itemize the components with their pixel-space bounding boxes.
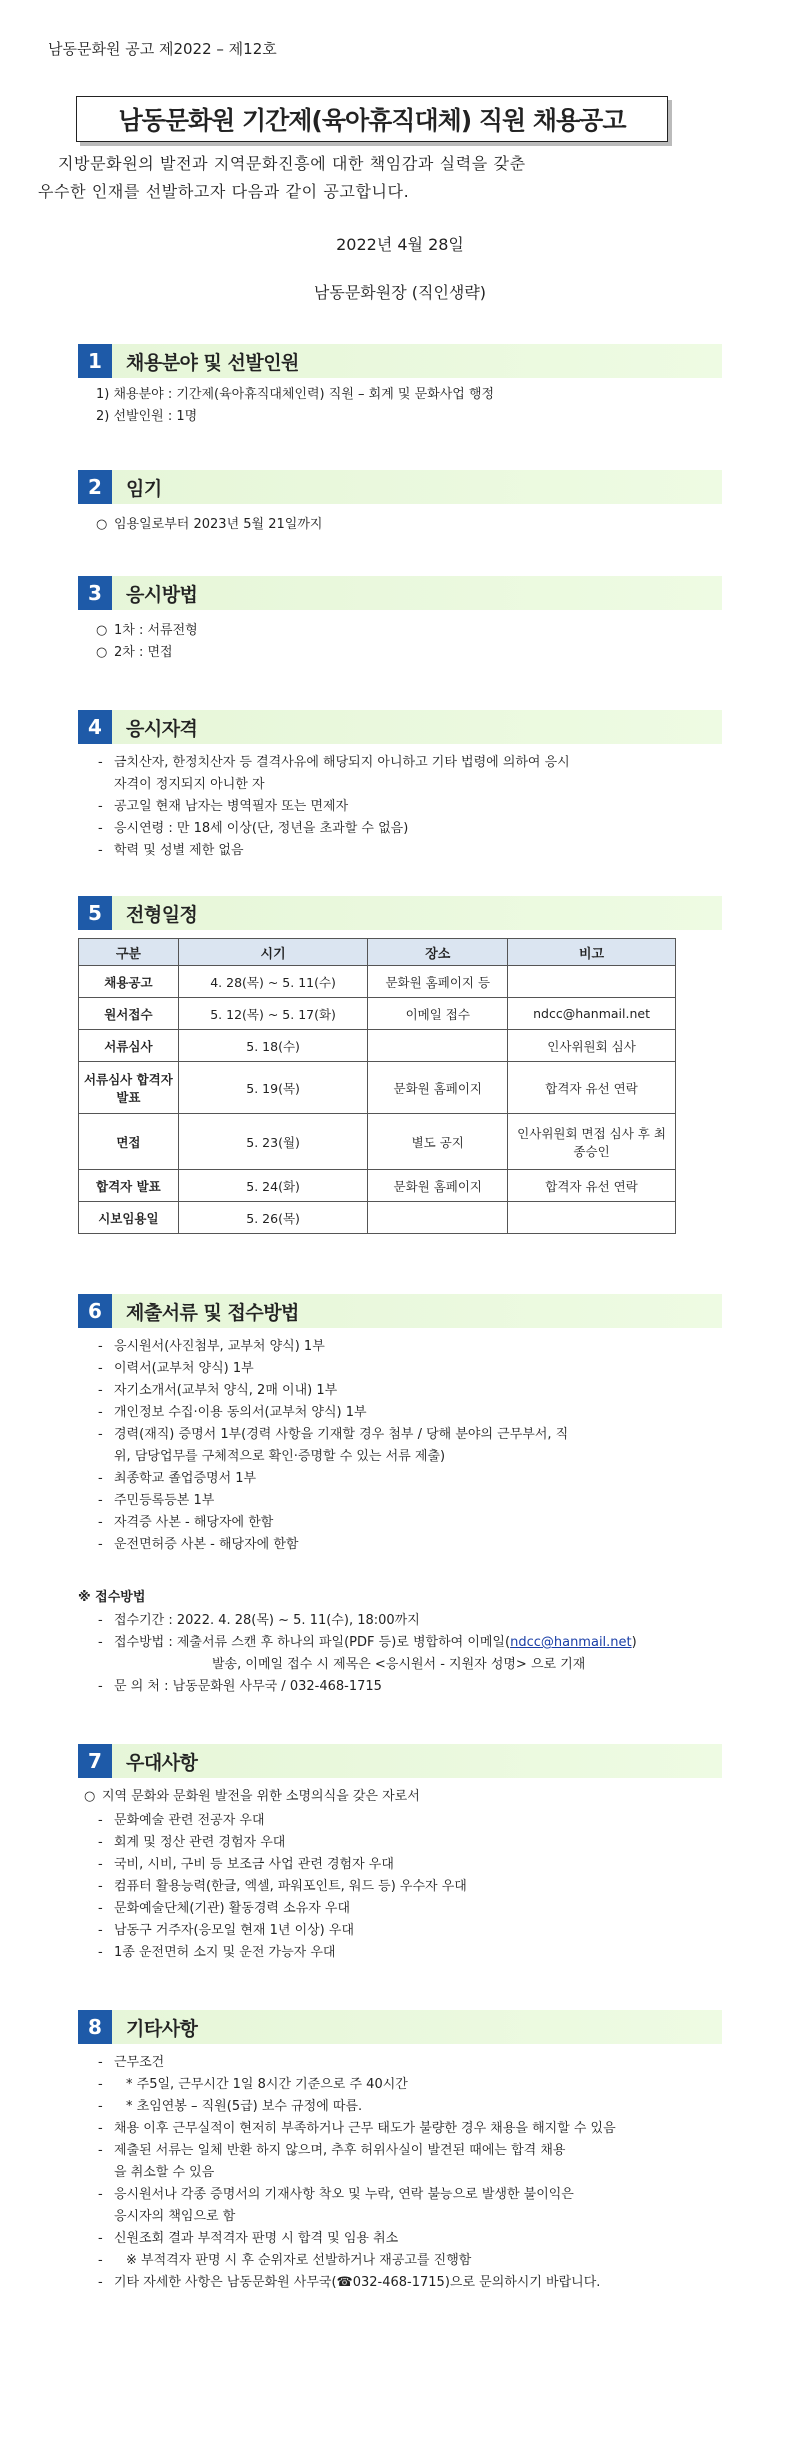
section-title: 기타사항 — [126, 2017, 198, 2040]
table-row — [79, 1170, 676, 1202]
list-item-sub — [96, 2096, 716, 2118]
section-header-7 — [78, 1744, 722, 1778]
list-item: - 기타 자세한 사항은 남동문화원 사무국(☎032-468-1715)으로 문의하시기 바랍니다. — [96, 2272, 716, 2294]
list-item — [96, 1632, 716, 1676]
list-item: - 신원조회 결과 부적격자 판명 시 합격 및 임용 취소 — [96, 2228, 716, 2250]
submission-method-list — [96, 1610, 716, 1698]
table-cell: 별도 공지 — [368, 1114, 508, 1170]
intro-line-2: 우수한 인재를 선발하고자 다음과 같이 공고합니다. — [38, 182, 410, 201]
section-7-list — [96, 1810, 716, 1964]
section-number: 4 — [78, 710, 112, 744]
table-cell: 5. 26(목) — [178, 1202, 368, 1234]
section-title: 임기 — [126, 477, 162, 500]
section-3-list — [96, 620, 716, 664]
method-text: 접수방법 : 제출서류 스캔 후 하나의 파일(PDF 등)로 병합하여 이메일( — [114, 1635, 511, 1650]
table-cell — [368, 1202, 508, 1234]
submission-method-title: ※ 접수방법 — [78, 1590, 146, 1605]
section-header-5 — [78, 896, 722, 930]
list-item: - 회계 및 정산 관련 경험자 우대 — [96, 1832, 716, 1854]
column-header: 구분 — [79, 939, 179, 966]
section-title: 응시자격 — [126, 717, 198, 740]
list-item: - 근무조건 — [96, 2052, 716, 2074]
list-item-text-cont: 자격이 정지되지 아니한 자 — [114, 777, 265, 792]
title-box — [76, 96, 668, 142]
table-cell: 면접 — [79, 1114, 179, 1170]
signer: 남동문화원장 (직인생략) — [313, 283, 487, 302]
table-cell: 문화원 홈페이지 — [368, 1062, 508, 1114]
list-item: - 운전면허증 사본 - 해당자에 한함 — [96, 1534, 716, 1556]
section-number: 2 — [78, 470, 112, 504]
list-item: - 자격증 사본 - 해당자에 한함 — [96, 1512, 716, 1534]
list-item-text-cont: 위, 담당업무를 구체적으로 확인·증명할 수 있는 서류 제출) — [114, 1449, 446, 1464]
list-item — [96, 1424, 716, 1468]
section-number: 7 — [78, 1744, 112, 1778]
section-6-list — [96, 1336, 716, 1556]
section-header-2 — [78, 470, 722, 504]
table-row — [79, 1202, 676, 1234]
table-cell: 인사위원회 심사 — [508, 1030, 676, 1062]
list-item-text: - 경력(재직) 증명서 1부(경력 사항을 기재할 경우 첨부 / 당해 분야의 근무부서, 직 — [114, 1427, 569, 1442]
list-item: - 국비, 시비, 구비 등 보조금 사업 관련 경험자 우대 — [96, 1854, 716, 1876]
list-item-text-cont: 응시자의 책임으로 함 — [114, 2209, 236, 2224]
table-cell: ndcc@hanmail.net — [508, 998, 676, 1030]
table-cell: 5. 12(목) ~ 5. 17(화) — [178, 998, 368, 1030]
table-cell: 5. 24(화) — [178, 1170, 368, 1202]
column-header: 시기 — [178, 939, 368, 966]
section-number: 5 — [78, 896, 112, 930]
list-item: - 접수기간 : 2022. 4. 28(목) ~ 5. 11(수), 18:00까지 — [96, 1610, 716, 1632]
table-header-row — [79, 939, 676, 966]
table-cell: 5. 18(수) — [178, 1030, 368, 1062]
table-cell — [368, 1030, 508, 1062]
section-title: 채용분야 및 선발인원 — [126, 351, 299, 374]
list-item: ○ 지역 문화와 문화원 발전을 위한 소명의식을 갖은 자로서 — [84, 1786, 704, 1808]
list-item — [96, 752, 716, 796]
sub-item-text: * 주5일, 근무시간 1일 8시간 기준으로 주 40시간 — [126, 2077, 408, 2092]
table-row — [79, 1114, 676, 1170]
list-item: ○ 임용일로부터 2023년 5월 21일까지 — [96, 514, 716, 536]
page-title: 남동문화원 기간제(육아휴직대체) 직원 채용공고 — [118, 106, 626, 135]
section-7-lead — [84, 1786, 704, 1808]
section-header-3 — [78, 576, 722, 610]
section-title: 제출서류 및 접수방법 — [126, 1301, 299, 1324]
email-link[interactable]: ndcc@hanmail.net — [510, 1635, 632, 1650]
list-item-text — [114, 1632, 716, 1654]
schedule-table — [78, 938, 676, 1234]
table-cell: 원서접수 — [79, 998, 179, 1030]
list-item: - 문화예술 관련 전공자 우대 — [96, 1810, 716, 1832]
list-item-text-cont: 발송, 이메일 접수 시 제목은 <응시원서 - 지원자 성명> 으로 기재 — [212, 1657, 586, 1672]
section-header-6 — [78, 1294, 722, 1328]
list-item: - 최종학교 졸업증명서 1부 — [96, 1468, 716, 1490]
table-cell: 인사위원회 면접 심사 후 최종승인 — [508, 1114, 676, 1170]
list-item: - 주민등록등본 1부 — [96, 1490, 716, 1512]
list-item-text: - 제출된 서류는 일체 반환 하지 않으며, 추후 허위사실이 발견된 때에는 합격 채용 — [114, 2143, 566, 2158]
list-item: 1) 채용분야 : 기간제(육아휴직대체인력) 직원 – 회계 및 문화사업 행정 — [96, 387, 495, 402]
section-number: 6 — [78, 1294, 112, 1328]
list-item: - 학력 및 성별 제한 없음 — [96, 840, 716, 862]
section-header-8 — [78, 2010, 722, 2044]
section-1-list — [96, 384, 716, 428]
list-item-sub — [96, 2250, 716, 2272]
table-cell: 서류심사 합격자 발표 — [79, 1062, 179, 1114]
list-item: ○ 2차 : 면접 — [96, 642, 716, 664]
list-item-sub — [96, 2074, 716, 2096]
table-cell: 채용공고 — [79, 966, 179, 998]
list-item: - 1종 운전면허 소지 및 운전 가능자 우대 — [96, 1942, 716, 1964]
section-header-1 — [78, 344, 722, 378]
table-cell: 합격자 유선 연락 — [508, 1170, 676, 1202]
list-item: - 컴퓨터 활용능력(한글, 엑셀, 파워포인트, 워드 등) 우수자 우대 — [96, 1876, 716, 1898]
section-8-list — [96, 2052, 716, 2294]
list-item: - 문화예술단체(기관) 활동경력 소유자 우대 — [96, 1898, 716, 1920]
list-item: - 이력서(교부처 양식) 1부 — [96, 1358, 716, 1380]
list-item: - 남동구 거주자(응모일 현재 1년 이상) 우대 — [96, 1920, 716, 1942]
intro-line-1: 지방문화원의 발전과 지역문화진흥에 대한 책임감과 실력을 갖춘 — [58, 154, 526, 173]
table-cell: 합격자 발표 — [79, 1170, 179, 1202]
list-item: - 공고일 현재 남자는 병역필자 또는 면제자 — [96, 796, 716, 818]
column-header: 장소 — [368, 939, 508, 966]
section-number: 3 — [78, 576, 112, 610]
intro-paragraph — [38, 150, 738, 206]
list-item-text-cont: 을 취소할 수 있음 — [114, 2165, 215, 2180]
table-cell: 시보임용일 — [79, 1202, 179, 1234]
table-cell: 이메일 접수 — [368, 998, 508, 1030]
list-item: - 개인정보 수집·이용 동의서(교부처 양식) 1부 — [96, 1402, 716, 1424]
section-number: 8 — [78, 2010, 112, 2044]
table-cell: 문화원 홈페이지 등 — [368, 966, 508, 998]
table-cell: 4. 28(목) ~ 5. 11(수) — [178, 966, 368, 998]
list-item: - 문 의 처 : 남동문화원 사무국 / 032-468-1715 — [96, 1676, 716, 1698]
method-paren: ) — [631, 1635, 637, 1650]
table-cell: 합격자 유선 연락 — [508, 1062, 676, 1114]
table-cell — [508, 1202, 676, 1234]
list-item: ○ 1차 : 서류전형 — [96, 620, 716, 642]
table-cell: 문화원 홈페이지 — [368, 1170, 508, 1202]
table-cell — [508, 966, 676, 998]
list-item: - 응시원서(사진첨부, 교부처 양식) 1부 — [96, 1336, 716, 1358]
list-item — [96, 2140, 716, 2184]
section-4-list — [96, 752, 716, 862]
list-item: - 응시연령 : 만 18세 이상(단, 정년을 초과할 수 없음) — [96, 818, 716, 840]
list-item-text: - 응시원서나 각종 증명서의 기재사항 착오 및 누락, 연락 불능으로 발생한 불이익은 — [114, 2187, 574, 2202]
announcement-date: 2022년 4월 28일 — [336, 235, 464, 254]
table-cell: 서류심사 — [79, 1030, 179, 1062]
section-title: 우대사항 — [126, 1751, 198, 1774]
table-cell: 5. 19(목) — [178, 1062, 368, 1114]
section-title: 전형일정 — [126, 903, 198, 926]
section-2-list — [96, 514, 716, 536]
section-number: 1 — [78, 344, 112, 378]
table-row — [79, 998, 676, 1030]
section-title: 응시방법 — [126, 583, 198, 606]
table-cell: 5. 23(월) — [178, 1114, 368, 1170]
list-item: - 자기소개서(교부처 양식, 2매 이내) 1부 — [96, 1380, 716, 1402]
table-row — [79, 966, 676, 998]
sub-item-text: ※ 부적격자 판명 시 후 순위자로 선발하거나 재공고를 진행함 — [126, 2253, 472, 2268]
column-header: 비고 — [508, 939, 676, 966]
list-item-text: - 금치산자, 한정치산자 등 결격사유에 해당되지 아니하고 기타 법령에 의하여 응시 — [114, 755, 570, 770]
list-item: 2) 선발인원 : 1명 — [96, 409, 198, 424]
sub-item-text: * 초임연봉 – 직원(5급) 보수 규정에 따름. — [126, 2099, 363, 2114]
list-item: - 채용 이후 근무실적이 현저히 부족하거나 근무 태도가 불량한 경우 채용을 해지할 수 있음 — [96, 2118, 716, 2140]
section-header-4 — [78, 710, 722, 744]
table-row — [79, 1062, 676, 1114]
notice-number: 남동문화원 공고 제2022 – 제12호 — [48, 40, 277, 58]
list-item — [96, 2184, 716, 2228]
table-row — [79, 1030, 676, 1062]
